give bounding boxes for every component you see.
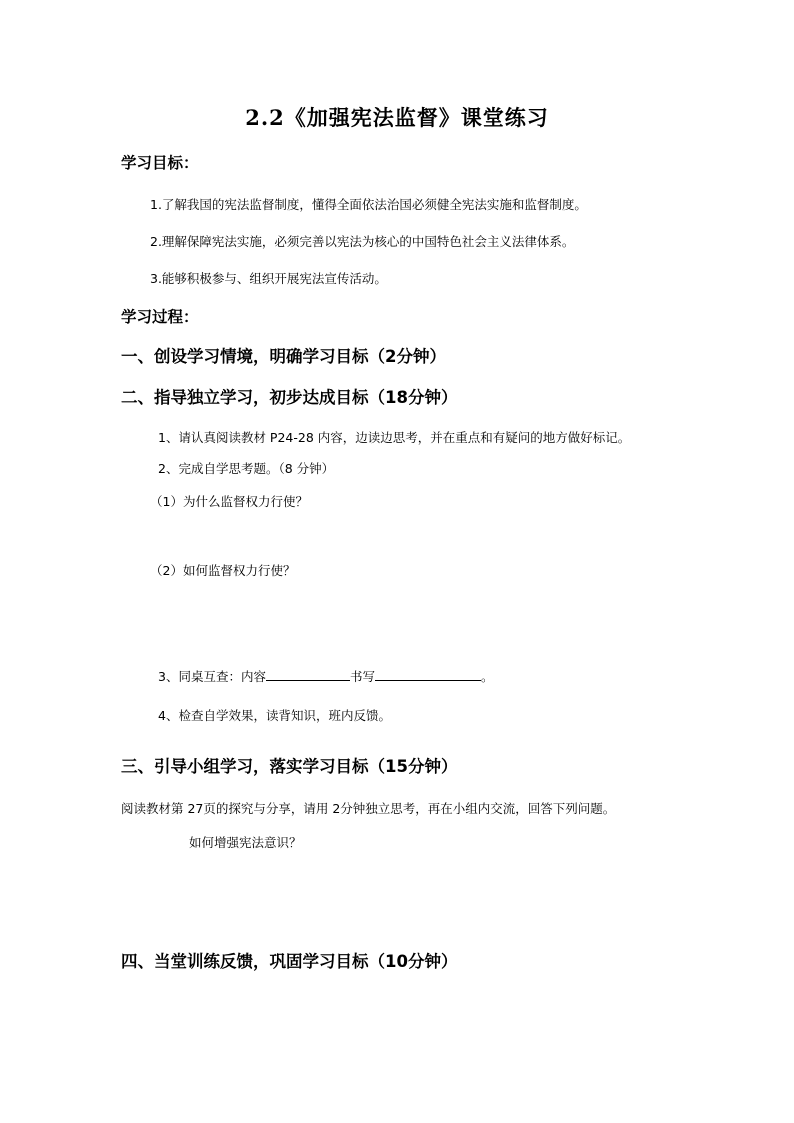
writing-blank-line[interactable]	[375, 667, 481, 681]
section-2-step-4: 4、检查自学效果，读背知识，班内反馈。	[158, 708, 391, 723]
objectives-heading: 学习目标：	[121, 154, 199, 172]
section-4-heading: 四、当堂训练反馈，巩固学习目标（10分钟）	[121, 952, 458, 971]
section-2-heading: 二、指导独立学习，初步达成目标（18分钟）	[121, 388, 458, 407]
section-2-question-1: （1）为什么监督权力行使？	[150, 494, 308, 509]
section-3-question: 如何增强宪法意识？	[189, 835, 302, 850]
section-2-question-2: （2）如何监督权力行使？	[150, 563, 296, 578]
objective-item-1: 1.了解我国的宪法监督制度，懂得全面依法治国必须健全宪法实施和监督制度。	[150, 197, 587, 212]
step-3-prefix: 3、同桌互查：内容	[158, 669, 266, 684]
section-3-heading: 三、引导小组学习，落实学习目标（15分钟）	[121, 757, 458, 776]
section-2-step-2: 2、完成自学思考题。（8 分钟）	[158, 461, 335, 476]
section-2-step-3	[158, 667, 494, 686]
section-2-step-1: 1、请认真阅读教材 P24-28 内容，边读边思考，并在重点和有疑问的地方做好标记。	[158, 430, 631, 445]
step-3-suffix: 。	[480, 669, 494, 684]
page-title: 2.2《加强宪法监督》课堂练习	[245, 105, 549, 130]
content-blank-line[interactable]	[266, 667, 350, 681]
objective-item-3: 3.能够积极参与、组织开展宪法宣传活动。	[150, 271, 387, 286]
step-3-middle: 书写	[349, 669, 375, 684]
section-3-instruction: 阅读教材第 27页的探究与分享，请用 2分钟独立思考，再在小组内交流，回答下列问题。	[121, 801, 616, 816]
objective-item-2: 2.理解保障宪法实施，必须完善以宪法为核心的中国特色社会主义法律体系。	[150, 234, 575, 249]
section-1-heading: 一、创设学习情境，明确学习目标（2分钟）	[121, 347, 446, 366]
process-heading: 学习过程：	[121, 308, 199, 326]
